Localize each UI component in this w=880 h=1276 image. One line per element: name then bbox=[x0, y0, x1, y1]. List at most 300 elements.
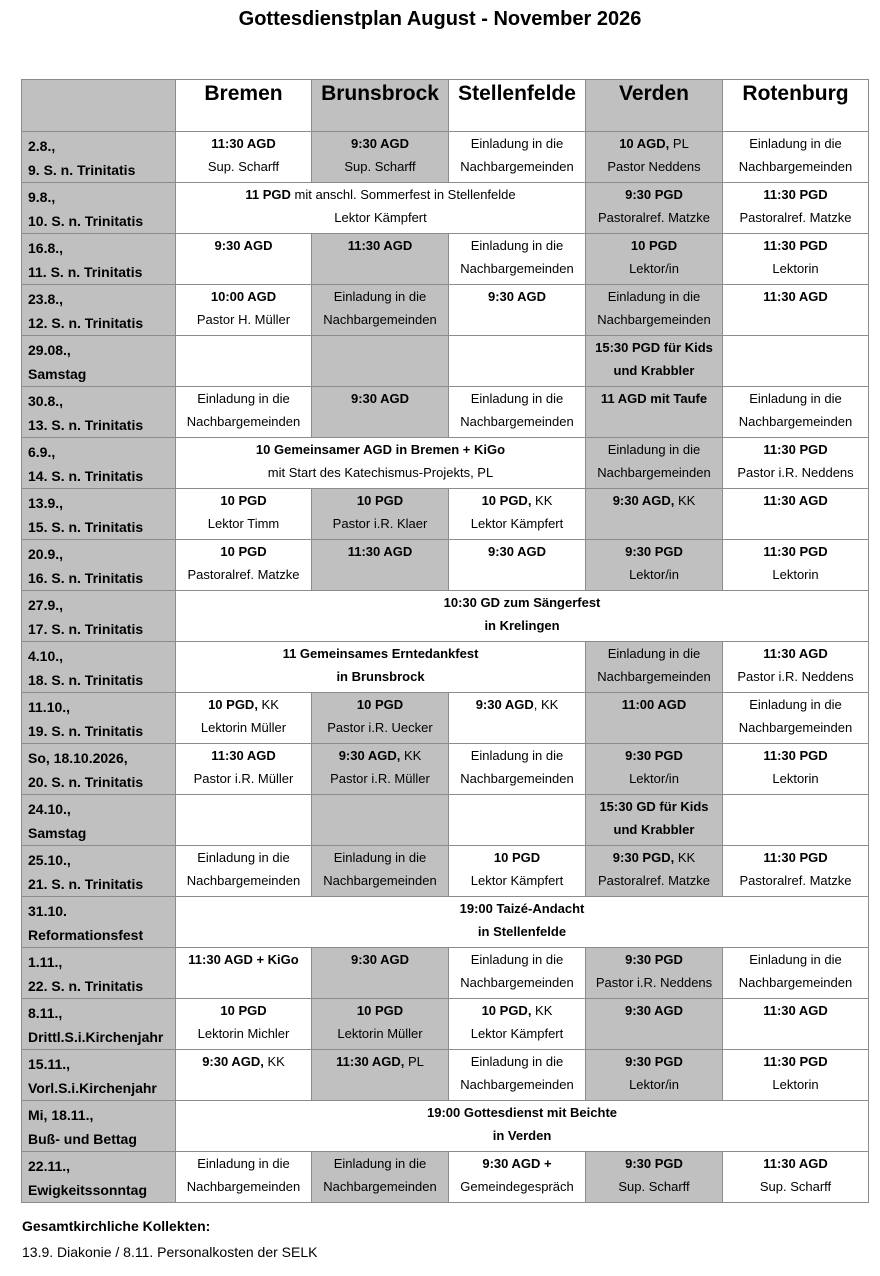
service-line bbox=[586, 234, 722, 257]
service-line bbox=[449, 999, 585, 1022]
date-cell bbox=[22, 846, 176, 897]
service-note: Einladung in die bbox=[197, 1156, 290, 1171]
service-line bbox=[449, 540, 585, 563]
service-cell bbox=[449, 336, 586, 387]
service-cell bbox=[312, 999, 449, 1050]
service-line bbox=[312, 744, 448, 767]
service-cell bbox=[176, 540, 312, 591]
service-leader: Pastor H. Müller bbox=[196, 312, 291, 327]
service-cell bbox=[586, 132, 723, 183]
service-line bbox=[176, 999, 311, 1022]
service-cell bbox=[723, 999, 869, 1050]
joint-service-cell bbox=[176, 1101, 869, 1152]
service-time: 9:30 PGD bbox=[625, 544, 683, 559]
service-line bbox=[449, 234, 585, 257]
service-cell bbox=[586, 183, 723, 234]
sunday-label: 14. S. n. Trinitatis bbox=[28, 468, 144, 484]
date-label: 4.10., bbox=[28, 648, 64, 664]
service-time: 11:30 AGD bbox=[347, 238, 413, 253]
service-line bbox=[723, 948, 868, 971]
date-label: 29.08., bbox=[28, 342, 71, 358]
service-note: Einladung in die bbox=[470, 136, 564, 151]
table-row bbox=[22, 846, 869, 897]
service-line bbox=[586, 336, 722, 359]
table-row bbox=[22, 234, 869, 285]
service-line bbox=[723, 999, 868, 1022]
table-row bbox=[22, 897, 869, 948]
service-leader: Nachbargemeinden bbox=[597, 465, 711, 480]
table-row bbox=[22, 540, 869, 591]
date-cell bbox=[22, 948, 176, 999]
service-leader: Lektor/in bbox=[629, 261, 679, 276]
date-cell bbox=[22, 438, 176, 489]
service-note: Einladung in die bbox=[607, 289, 701, 304]
service-line bbox=[176, 897, 868, 920]
service-line bbox=[176, 948, 311, 971]
service-cell bbox=[449, 846, 586, 897]
service-line bbox=[312, 285, 448, 308]
service-time: 15:30 PGD für Kids bbox=[595, 340, 713, 355]
service-leader: Lektor Kämpfert bbox=[334, 210, 427, 225]
table-row bbox=[22, 489, 869, 540]
service-time: 15:30 GD für Kids bbox=[599, 799, 709, 814]
service-line bbox=[449, 132, 585, 155]
service-cell bbox=[586, 795, 723, 846]
table-row bbox=[22, 183, 869, 234]
service-line bbox=[723, 387, 868, 410]
service-cell bbox=[449, 999, 586, 1050]
service-line bbox=[176, 1050, 311, 1073]
service-note: Einladung in die bbox=[197, 850, 290, 865]
table-row bbox=[22, 336, 869, 387]
service-note: Einladung in die bbox=[749, 391, 842, 406]
date-label: 24.10., bbox=[28, 801, 71, 817]
service-leader: mit Start des Katechismus-Projekts, PL bbox=[267, 465, 494, 480]
date-label: 1.11., bbox=[28, 954, 63, 970]
table-row bbox=[22, 948, 869, 999]
date-cell bbox=[22, 183, 176, 234]
date-label: Mi, 18.11., bbox=[28, 1107, 94, 1123]
service-cell bbox=[723, 744, 869, 795]
service-leader: Nachbargemeinden bbox=[460, 1077, 574, 1092]
date-cell bbox=[22, 234, 176, 285]
service-cell bbox=[176, 489, 312, 540]
sunday-label: 12. S. n. Trinitatis bbox=[28, 315, 144, 331]
service-time: 11:30 AGD + KiGo bbox=[188, 952, 299, 967]
service-time: 11:30 AGD bbox=[763, 1003, 828, 1018]
service-line bbox=[312, 1050, 448, 1073]
table-row bbox=[22, 591, 869, 642]
service-note: Einladung in die bbox=[749, 952, 842, 967]
table-row bbox=[22, 1152, 869, 1203]
service-cell bbox=[176, 744, 312, 795]
date-label: 27.9., bbox=[28, 597, 64, 613]
service-line bbox=[449, 846, 585, 869]
service-line bbox=[449, 1050, 585, 1073]
service-leader: Lektor Timm bbox=[207, 516, 280, 531]
service-leader: Nachbargemeinden bbox=[738, 159, 853, 174]
service-cell bbox=[586, 285, 723, 336]
service-line bbox=[723, 642, 868, 665]
service-leader: Nachbargemeinden bbox=[323, 1179, 437, 1194]
service-line bbox=[586, 438, 722, 461]
service-cell bbox=[723, 1152, 869, 1203]
service-leader: Lektor Kämpfert bbox=[470, 1026, 564, 1041]
column-header-rotenburg: Rotenburg bbox=[723, 80, 869, 132]
service-leader: Lektor Kämpfert bbox=[470, 873, 564, 888]
service-note: KK bbox=[263, 1054, 285, 1069]
service-time: 11:30 PGD bbox=[763, 442, 828, 457]
service-leader: Nachbargemeinden bbox=[186, 414, 301, 429]
date-cell bbox=[22, 1152, 176, 1203]
service-line bbox=[176, 744, 311, 767]
service-line bbox=[586, 1152, 722, 1175]
service-cell bbox=[176, 234, 312, 285]
date-label: 6.9., bbox=[28, 444, 56, 460]
service-time: 10 PGD bbox=[220, 493, 267, 508]
service-leader: Nachbargemeinden bbox=[597, 312, 711, 327]
joint-service-cell bbox=[176, 438, 586, 489]
service-leader: Pastor i.R. Uecker bbox=[327, 720, 433, 735]
date-label: 30.8., bbox=[28, 393, 64, 409]
service-time: 11:30 AGD bbox=[347, 544, 413, 559]
service-leader: Pastoralref. Matzke bbox=[739, 210, 852, 225]
table-row bbox=[22, 642, 869, 693]
service-leader: Lektorin bbox=[772, 1077, 819, 1092]
service-leader: Lektorin Müller bbox=[200, 720, 287, 735]
date-label: 15.11., bbox=[28, 1056, 71, 1072]
service-leader: Pastor i.R. Müller bbox=[193, 771, 294, 786]
column-header-bremen: Bremen bbox=[176, 80, 312, 132]
column-header-brunsbrock: Brunsbrock bbox=[312, 80, 449, 132]
date-cell bbox=[22, 336, 176, 387]
sunday-label: 21. S. n. Trinitatis bbox=[28, 876, 144, 892]
service-line bbox=[586, 693, 722, 716]
service-leader: Pastoralref. Matzke bbox=[187, 567, 300, 582]
service-time: 10 PGD bbox=[493, 850, 541, 865]
service-note: KK bbox=[531, 1003, 553, 1018]
service-line bbox=[586, 132, 722, 155]
service-note: KK bbox=[531, 493, 553, 508]
date-label: 16.8., bbox=[28, 240, 64, 256]
service-time: 10 Gemeinsamer AGD in Bremen + KiGo bbox=[255, 442, 506, 457]
service-time: 19:00 Gottesdienst mit Beichte bbox=[427, 1105, 617, 1120]
service-time: 9:30 AGD, bbox=[612, 493, 675, 508]
table-row bbox=[22, 132, 869, 183]
table-row bbox=[22, 744, 869, 795]
service-cell bbox=[723, 234, 869, 285]
service-time: 9:30 PGD bbox=[625, 187, 683, 202]
service-note: Einladung in die bbox=[749, 136, 842, 151]
service-note: Einladung in die bbox=[607, 442, 701, 457]
service-note: PL bbox=[669, 136, 689, 151]
service-cell bbox=[449, 234, 586, 285]
service-line bbox=[723, 132, 868, 155]
service-note: Einladung in die bbox=[607, 646, 701, 661]
service-cell bbox=[723, 489, 869, 540]
service-time: 11:30 AGD bbox=[763, 646, 828, 661]
service-cell bbox=[723, 336, 869, 387]
sunday-label: Vorl.S.i.Kirchenjahr bbox=[28, 1080, 157, 1096]
service-cell bbox=[449, 387, 586, 438]
service-note: mit anschl. Sommerfest in Stellenfelde bbox=[290, 187, 516, 202]
service-cell bbox=[723, 642, 869, 693]
service-cell bbox=[723, 795, 869, 846]
service-cell bbox=[176, 1152, 312, 1203]
service-note: Einladung in die bbox=[470, 748, 564, 763]
service-cell bbox=[449, 540, 586, 591]
service-line bbox=[176, 285, 311, 308]
service-line bbox=[586, 285, 722, 308]
service-line bbox=[449, 948, 585, 971]
service-line bbox=[449, 387, 585, 410]
service-note: KK bbox=[400, 748, 422, 763]
joint-service-cell bbox=[176, 897, 869, 948]
service-leader: Nachbargemeinden bbox=[738, 414, 853, 429]
service-place: und Krabbler bbox=[613, 822, 695, 837]
service-line bbox=[176, 183, 585, 206]
service-time: 9:30 AGD bbox=[487, 289, 547, 304]
service-line bbox=[586, 387, 722, 410]
service-note: Einladung in die bbox=[333, 289, 427, 304]
service-time: 11:30 PGD bbox=[763, 850, 828, 865]
service-leader: Lektorin Müller bbox=[337, 1026, 423, 1041]
date-label: 25.10., bbox=[28, 852, 71, 868]
service-line bbox=[449, 693, 585, 716]
date-label: 31.10. bbox=[28, 903, 67, 919]
service-time: 11:30 AGD bbox=[763, 289, 828, 304]
sunday-label: 16. S. n. Trinitatis bbox=[28, 570, 144, 586]
service-leader: Lektor Kämpfert bbox=[470, 516, 564, 531]
service-line bbox=[449, 1152, 585, 1175]
service-cell bbox=[449, 1050, 586, 1101]
service-leader: Pastor i.R. Neddens bbox=[595, 975, 713, 990]
service-time: 10 PGD bbox=[220, 544, 267, 559]
collections-text: 13.9. Diakonie / 8.11. Personalkosten der SELK bbox=[22, 1244, 318, 1260]
service-line bbox=[176, 438, 585, 461]
service-cell bbox=[312, 285, 449, 336]
service-line bbox=[312, 387, 448, 410]
service-leader: Nachbargemeinden bbox=[460, 414, 574, 429]
service-cell bbox=[449, 744, 586, 795]
date-cell bbox=[22, 642, 176, 693]
date-cell bbox=[22, 897, 176, 948]
service-leader: Sup. Scharff bbox=[618, 1179, 690, 1194]
service-leader: Pastor i.R. Klaer bbox=[332, 516, 428, 531]
service-leader: Nachbargemeinden bbox=[460, 975, 574, 990]
service-leader: Lektorin bbox=[772, 771, 819, 786]
service-time: 9:30 AGD bbox=[487, 544, 547, 559]
service-leader: Sup. Scharff bbox=[759, 1179, 832, 1194]
service-line bbox=[723, 846, 868, 869]
service-cell bbox=[586, 744, 723, 795]
date-cell bbox=[22, 540, 176, 591]
service-cell bbox=[176, 285, 312, 336]
service-cell bbox=[586, 489, 723, 540]
service-line bbox=[176, 693, 311, 716]
service-line bbox=[586, 489, 722, 512]
date-label: 22.11., bbox=[28, 1158, 71, 1174]
service-time: 11:30 PGD bbox=[763, 544, 828, 559]
service-leader: Lektorin bbox=[772, 567, 819, 582]
service-leader: Pastor Neddens bbox=[607, 159, 701, 174]
service-line bbox=[176, 387, 311, 410]
service-note: Einladung in die bbox=[470, 952, 564, 967]
service-time: 11:00 AGD bbox=[621, 697, 687, 712]
service-leader: Pastoralref. Matzke bbox=[598, 873, 710, 888]
service-time: 10:00 AGD bbox=[210, 289, 277, 304]
service-time: 10 PGD bbox=[356, 493, 404, 508]
service-place: und Krabbler bbox=[613, 363, 695, 378]
service-leader: Nachbargemeinden bbox=[597, 669, 711, 684]
service-time: 11:30 AGD bbox=[763, 493, 828, 508]
service-leader: Pastor i.R. Neddens bbox=[737, 465, 854, 480]
table-body bbox=[22, 132, 869, 1203]
service-cell bbox=[312, 744, 449, 795]
sunday-label: Samstag bbox=[28, 825, 87, 841]
column-header-stellenfelde: Stellenfelde bbox=[449, 80, 586, 132]
service-line bbox=[312, 693, 448, 716]
service-note: Einladung in die bbox=[333, 1156, 427, 1171]
date-label: 23.8., bbox=[28, 291, 64, 307]
service-line bbox=[312, 846, 448, 869]
service-cell bbox=[176, 1050, 312, 1101]
table-row bbox=[22, 999, 869, 1050]
service-leader: Pastoralref. Matzke bbox=[739, 873, 852, 888]
service-note: PL bbox=[404, 1054, 424, 1069]
date-label: 8.11., bbox=[28, 1005, 63, 1021]
service-cell bbox=[312, 948, 449, 999]
service-line bbox=[176, 489, 311, 512]
service-cell bbox=[586, 1152, 723, 1203]
service-note: Einladung in die bbox=[470, 238, 564, 253]
service-time: 9:30 AGD bbox=[350, 136, 410, 151]
service-cell bbox=[312, 795, 449, 846]
table-row bbox=[22, 1050, 869, 1101]
service-leader: Lektor/in bbox=[629, 567, 679, 582]
service-line bbox=[723, 1152, 868, 1175]
service-cell bbox=[449, 132, 586, 183]
date-cell bbox=[22, 591, 176, 642]
service-time: 10 PGD, bbox=[208, 697, 258, 712]
service-cell bbox=[723, 1050, 869, 1101]
service-time: 9:30 AGD, bbox=[338, 748, 401, 763]
service-leader: Pastoralref. Matzke bbox=[598, 210, 710, 225]
date-cell bbox=[22, 693, 176, 744]
service-cell bbox=[586, 438, 723, 489]
service-time: 11:30 PGD bbox=[763, 238, 828, 253]
service-line bbox=[312, 489, 448, 512]
service-cell bbox=[312, 693, 449, 744]
service-line bbox=[312, 234, 448, 257]
service-cell bbox=[723, 132, 869, 183]
service-time: 10 PGD bbox=[356, 697, 404, 712]
service-leader: Pastor i.R. Neddens bbox=[737, 669, 854, 684]
service-leader: Nachbargemeinden bbox=[460, 261, 574, 276]
service-time: 10 PGD, bbox=[481, 493, 532, 508]
joint-service-cell bbox=[176, 591, 869, 642]
date-label: 2.8., bbox=[28, 138, 56, 154]
service-line bbox=[312, 948, 448, 971]
service-cell bbox=[176, 795, 312, 846]
service-line bbox=[176, 540, 311, 563]
service-leader: Nachbargemeinden bbox=[738, 720, 853, 735]
service-time: 9:30 AGD, bbox=[202, 1054, 264, 1069]
service-cell bbox=[176, 999, 312, 1050]
service-leader: Gemeindegespräch bbox=[460, 1179, 574, 1194]
service-note: Einladung in die bbox=[197, 391, 290, 406]
service-line bbox=[723, 438, 868, 461]
service-line bbox=[312, 999, 448, 1022]
service-cell bbox=[312, 132, 449, 183]
service-cell bbox=[312, 336, 449, 387]
service-cell bbox=[723, 438, 869, 489]
service-time: 9:30 AGD bbox=[475, 697, 534, 712]
service-cell bbox=[586, 948, 723, 999]
service-time: 9:30 PGD bbox=[625, 1054, 683, 1069]
service-line bbox=[176, 591, 868, 614]
table-row bbox=[22, 438, 869, 489]
service-cell bbox=[312, 1152, 449, 1203]
date-cell bbox=[22, 999, 176, 1050]
service-line bbox=[723, 183, 868, 206]
sunday-label: Reformationsfest bbox=[28, 927, 144, 943]
date-cell bbox=[22, 387, 176, 438]
service-line bbox=[176, 846, 311, 869]
sunday-label: 13. S. n. Trinitatis bbox=[28, 417, 144, 433]
service-time: 11:30 PGD bbox=[763, 1054, 828, 1069]
service-line bbox=[176, 132, 311, 155]
service-time: 10:30 GD zum Sängerfest bbox=[443, 595, 601, 610]
service-note: Einladung in die bbox=[333, 850, 427, 865]
date-cell bbox=[22, 744, 176, 795]
service-cell bbox=[312, 1050, 449, 1101]
service-time: 11:30 AGD bbox=[763, 1156, 828, 1171]
date-cell bbox=[22, 489, 176, 540]
service-leader: Lektorin bbox=[772, 261, 819, 276]
service-cell bbox=[449, 285, 586, 336]
service-note: Einladung in die bbox=[470, 391, 564, 406]
collections-heading: Gesamtkirchliche Kollekten: bbox=[22, 1218, 211, 1234]
sunday-label: 9. S. n. Trinitatis bbox=[28, 162, 136, 178]
joint-service-cell bbox=[176, 183, 586, 234]
service-leader: Nachbargemeinden bbox=[186, 873, 301, 888]
service-cell bbox=[586, 693, 723, 744]
service-cell bbox=[312, 846, 449, 897]
service-time: 11:30 AGD, bbox=[336, 1054, 405, 1069]
service-line bbox=[176, 642, 585, 665]
service-leader: Sup. Scharff bbox=[207, 159, 280, 174]
service-time: 9:30 PGD, bbox=[612, 850, 675, 865]
service-time: 11:30 AGD bbox=[211, 748, 276, 763]
service-time: 11:30 PGD bbox=[763, 748, 828, 763]
service-leader: Nachbargemeinden bbox=[186, 1179, 301, 1194]
date-cell bbox=[22, 1101, 176, 1152]
service-line bbox=[586, 744, 722, 767]
table-row bbox=[22, 285, 869, 336]
service-line bbox=[176, 1152, 311, 1175]
service-note: KK bbox=[674, 850, 696, 865]
service-line bbox=[723, 693, 868, 716]
service-cell bbox=[449, 1152, 586, 1203]
header-row bbox=[22, 80, 869, 132]
service-line bbox=[723, 1050, 868, 1073]
service-leader: Nachbargemeinden bbox=[738, 975, 853, 990]
service-line bbox=[176, 1101, 868, 1124]
service-cell bbox=[723, 948, 869, 999]
service-cell bbox=[586, 234, 723, 285]
service-place: in Stellenfelde bbox=[477, 924, 567, 939]
